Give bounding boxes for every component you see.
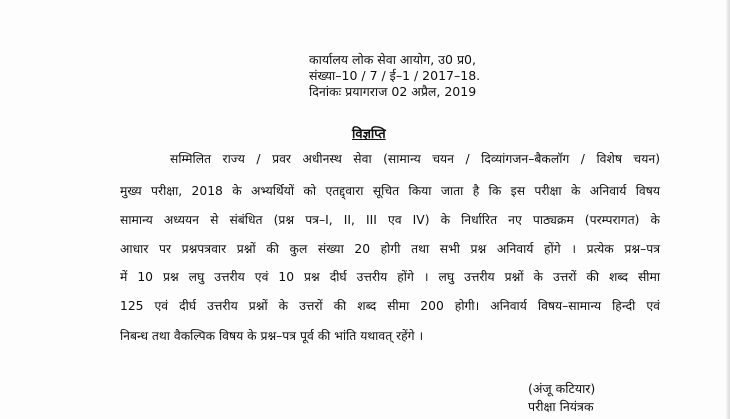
body-line: आधार पर प्रश्नपत्रवार प्रश्नों की कुल संख्या 20 होगी तथा सभी प्रश्न अनिवार्य होंगे । प्रत्येक प्रश्न–पत्र [120, 242, 660, 256]
signatory-name: (अंजू कटियार) [528, 381, 596, 396]
signatory-designation: परीक्षा नियंत्रक [528, 399, 594, 414]
office-name: कार्यालय लोक सेवा आयोग, उ0 प्र0, [309, 52, 476, 67]
notice-title: विज्ञप्ति [352, 127, 386, 142]
body-line: 125 एवं दीर्घ उत्तरीय प्रश्नों के उत्तरों की शब्द सीमा 200 होगी। अनिवार्य विषय–सामान्य हिन्दी एवं [120, 299, 660, 313]
reference-number: संख्या–10 / 7 / ई–1 / 2017–18. [309, 68, 481, 83]
body-line: सामान्य अध्ययन से संबंधित (प्रश्न पत्र–I, II, III एव IV) के निर्धारित नए पाठ्यक्रम (परम्परागत) के [120, 213, 660, 227]
issue-date: दिनांकः प्रयागराज 02 अप्रैल, 2019 [309, 84, 477, 99]
body-line: में 10 प्रश्न लघु उत्तरीय एवं 10 प्रश्न दीर्घ उत्तरीय होंगे । लघु उत्तरीय प्रश्नों के उत्तरों की शब्द सीमा [120, 270, 660, 284]
signature-block [528, 380, 595, 416]
page-edge-shadow [725, 0, 730, 419]
body-line: मुख्य परीक्षा, 2018 के अभ्यर्थियों को एतद्द्वारा सूचित किया जाता है कि इस परीक्षा के अनिवार्य विषय [120, 184, 660, 198]
letter-header [309, 52, 480, 100]
body-line: निबन्ध तथा वैकल्पिक विषय के प्रश्न–पत्र पूर्व की भांति यथावत् रहेंगे । [120, 329, 424, 343]
body-line: सम्मिलित राज्य / प्रवर अधीनस्थ सेवा (सामान्य चयन / दिव्यांगजन–बैकलॉग / विशेष चयन) [170, 152, 660, 166]
